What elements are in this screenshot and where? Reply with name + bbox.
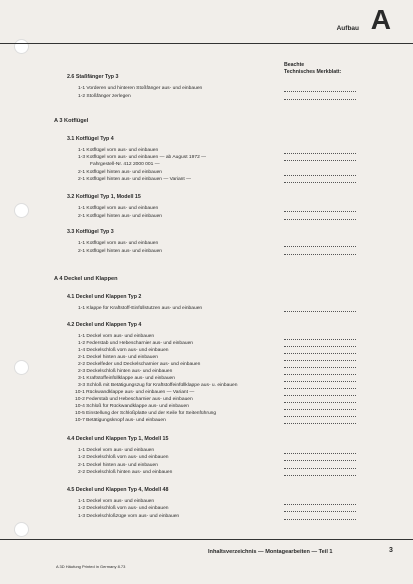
note-line <box>284 504 356 505</box>
toc-entry: 2-2 Deckelschloß hinten aus- und einbauen <box>78 470 173 475</box>
toc-entry: 2-1 Kotflügel hinten aus- und einbauen <box>78 214 163 219</box>
note-label-line-2: Technisches Merkblatt: <box>284 69 342 75</box>
toc-entry: 3-3 Schloß mit Betätigungszug für Kraftstoffeinfüllklappe aus- u. einbauen <box>78 383 238 388</box>
print-line: A 3D Häufung Printed in Germany 8.73 <box>56 564 126 569</box>
page-number: 3 <box>389 547 393 554</box>
note-line <box>284 99 356 100</box>
footer-rule <box>0 539 413 540</box>
toc-entry: 1-1 Deckel vorn aus- und einbauen <box>78 448 155 453</box>
note-line <box>284 246 356 247</box>
note-line <box>284 346 356 347</box>
toc-entry: 2-1 Deckel hinten aus- und einbauen <box>78 463 158 468</box>
section-heading: 4.4 Deckel und Klappen Typ 1, Modell 15 <box>67 436 169 442</box>
section-heading: 4.1 Deckel und Klappen Typ 2 <box>67 294 142 300</box>
toc-entry: 1-1 Deckel vorn aus- und einbauen <box>78 334 155 339</box>
note-line <box>284 423 356 424</box>
toc-entry: 1-1 Kotflügel vorn aus- und einbauen <box>78 206 159 211</box>
toc-entry: 2-1 Kotflügel hinten aus- und einbauen — Variant — <box>78 177 192 182</box>
note-line <box>284 468 356 469</box>
toc-entry: 1-2 Stoßfänger zerlegen <box>78 94 131 99</box>
toc-entry: 3-1 Kraftstoffeinfüllklappe aus- und einbauen <box>78 376 175 381</box>
note-line <box>284 153 356 154</box>
note-line <box>284 160 356 161</box>
section-heading: 3.2 Kotflügel Typ 1, Modell 15 <box>67 194 141 200</box>
note-line <box>284 182 356 183</box>
toc-entry: 1-2 Deckelschloß vorn aus- und einbauen <box>78 506 169 511</box>
toc-entry: 1-1 Kotflügel vorn aus- und einbauen <box>78 148 159 153</box>
toc-entry-continuation: Fahrgestell-Nr. 412 2000 001 — <box>90 162 160 167</box>
toc-entry: 1-1 Deckel vorn aus- und einbauen <box>78 499 155 504</box>
section-heading: 4.2 Deckel und Klappen Typ 4 <box>67 322 142 328</box>
chapter-heading: A 3 Kotflügel <box>54 118 89 124</box>
binder-hole <box>14 522 29 537</box>
note-line <box>284 475 356 476</box>
note-line <box>284 402 356 403</box>
note-line <box>284 416 356 417</box>
note-line <box>284 91 356 92</box>
header-title: Aufbau <box>336 25 359 32</box>
toc-entry: 2-3 Deckelschloß hinten aus- und einbauen <box>78 369 173 374</box>
toc-entry: 1-4 Deckelschloß vorn aus- und einbauen <box>78 348 169 353</box>
note-line <box>284 175 356 176</box>
note-line <box>284 374 356 375</box>
note-line <box>284 388 356 389</box>
toc-entry: 2-1 Kotflügel hinten aus- und einbauen <box>78 249 163 254</box>
note-label-line-1: Beachte <box>284 62 305 68</box>
note-line <box>284 409 356 410</box>
toc-entry: 1-1 Klappe für Kraftstoff-Einfüllstutzen aus- und einbauen <box>78 306 203 311</box>
section-letter: A <box>370 4 391 35</box>
note-line <box>284 360 356 361</box>
header-rule <box>0 43 413 44</box>
toc-entry: 1-3 Deckelschloßzüge vorn aus- und einbauen <box>78 514 180 519</box>
note-line <box>284 381 356 382</box>
note-line <box>284 211 356 212</box>
toc-entry: 2-2 Deckelfeder und Deckelscharnier aus- und einbauen <box>78 362 201 367</box>
toc-entry: 1-3 Kotflügel vorn aus- und einbauen — ab August 1972 — <box>78 155 207 160</box>
toc-entry: 10-1 Rückwandklappe aus- und einbauen — Variant — <box>75 390 195 395</box>
note-line <box>284 353 356 354</box>
note-line <box>284 367 356 368</box>
note-line <box>284 311 356 312</box>
binder-hole <box>14 360 29 375</box>
toc-entry: 10-5 Einstellung der Schloßplatte und der Keile für Seitenführung <box>75 411 217 416</box>
binder-hole <box>14 203 29 218</box>
note-line <box>284 519 356 520</box>
binder-hole <box>14 39 29 54</box>
toc-entry: 10-2 Federstab und Hebescharnier aus- und einbauen <box>75 397 193 402</box>
toc-entry: 1-2 Deckelschloß vorn aus- und einbauen <box>78 455 169 460</box>
note-line <box>284 395 356 396</box>
section-heading: 3.1 Kotflügel Typ 4 <box>67 136 114 142</box>
toc-entry: 10-4 Schloß für Rückwandklappe aus- und einbauen <box>75 404 189 409</box>
chapter-heading: A 4 Deckel und Klappen <box>54 276 118 282</box>
note-line <box>284 254 356 255</box>
note-line <box>284 339 356 340</box>
toc-entry: 2-1 Kotflügel hinten aus- und einbauen <box>78 170 163 175</box>
note-line <box>284 219 356 220</box>
toc-entry: 10-7 Betätigungsknopf aus- und einbauen <box>75 418 166 423</box>
toc-entry: 1-1 Kotflügel vorn aus- und einbauen <box>78 241 159 246</box>
toc-entry: 1-1 Vorderen und hinteren Stoßfänger aus- und einbauen <box>78 86 203 91</box>
footer-title: Inhaltsverzeichnis — Montagearbeiten — Teil 1 <box>208 549 333 555</box>
toc-entry: 2-1 Deckel hinten aus- und einbauen <box>78 355 158 360</box>
note-column-label <box>284 62 341 76</box>
note-line <box>284 460 356 461</box>
note-line <box>284 511 356 512</box>
section-heading: 4.5 Deckel und Klappen Typ 4, Modell 48 <box>67 487 169 493</box>
note-line <box>284 453 356 454</box>
toc-entry: 1-2 Federstab und Hebescharnier aus- und einbauen <box>78 341 194 346</box>
section-heading: 2.6 Staßfänger Typ 3 <box>67 74 119 80</box>
section-heading: 3.3 Kotflügel Typ 3 <box>67 229 114 235</box>
